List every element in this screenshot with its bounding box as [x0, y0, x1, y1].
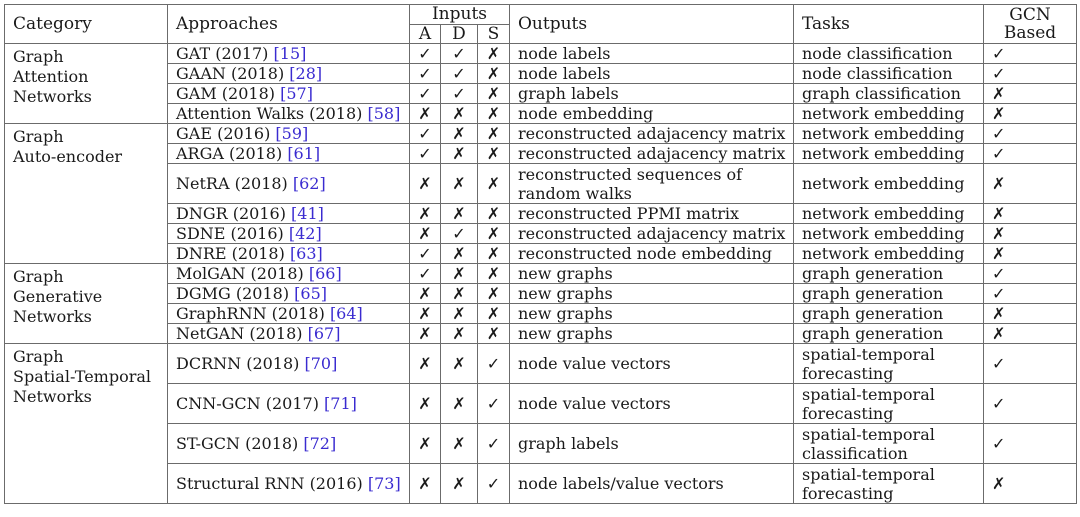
output-cell: node labels/value vectors	[510, 464, 794, 504]
output-cell: node labels	[510, 64, 794, 84]
approach-name: DGMG (2018)	[176, 284, 295, 303]
table-row	[5, 264, 1077, 284]
approach-cell	[168, 204, 410, 224]
table-row	[5, 344, 1077, 384]
header-gcn-line2: Based	[1003, 23, 1057, 43]
approach-cell	[168, 264, 410, 284]
approach-name: GAE (2016)	[176, 124, 276, 143]
citation-link[interactable]: [63]	[289, 244, 323, 263]
approach-name: ARGA (2018)	[176, 144, 288, 163]
task-cell: spatial-temporal classification	[794, 424, 984, 464]
gcn-based-mark: ✓	[984, 384, 1077, 424]
input-d-mark: ✗	[441, 144, 478, 164]
approach-cell	[168, 424, 410, 464]
task-cell: spatial-temporal forecasting	[794, 384, 984, 424]
output-cell: node labels	[510, 44, 794, 64]
comparison-table	[4, 4, 1077, 504]
task-cell: network embedding	[794, 144, 984, 164]
approach-cell	[168, 124, 410, 144]
category-line: Generative	[13, 287, 103, 306]
input-a-mark: ✓	[410, 84, 441, 104]
input-d-mark: ✓	[441, 84, 478, 104]
input-s-mark: ✗	[478, 224, 510, 244]
output-cell: reconstructed adajacency matrix	[510, 144, 794, 164]
category-line: Networks	[13, 387, 92, 406]
input-a-mark: ✗	[410, 424, 441, 464]
output-cell: node value vectors	[510, 384, 794, 424]
task-cell: graph classification	[794, 84, 984, 104]
table-row	[5, 44, 1077, 64]
category-line: Attention	[13, 67, 89, 86]
input-d-mark: ✗	[441, 204, 478, 224]
task-cell: node classification	[794, 64, 984, 84]
gcn-based-mark: ✗	[984, 324, 1077, 344]
input-s-mark: ✗	[478, 204, 510, 224]
gcn-based-mark: ✓	[984, 124, 1077, 144]
approach-cell	[168, 104, 410, 124]
gcn-based-mark: ✓	[984, 44, 1077, 64]
input-s-mark: ✗	[478, 324, 510, 344]
output-cell: new graphs	[510, 284, 794, 304]
approach-cell	[168, 224, 410, 244]
header-approaches: Approaches	[168, 5, 410, 44]
input-s-mark: ✗	[478, 144, 510, 164]
input-s-mark: ✗	[478, 124, 510, 144]
output-cell: new graphs	[510, 324, 794, 344]
category-line: Networks	[13, 87, 92, 106]
approach-cell	[168, 284, 410, 304]
gcn-based-mark: ✗	[984, 304, 1077, 324]
input-a-mark: ✗	[410, 464, 441, 504]
input-d-mark: ✓	[441, 64, 478, 84]
approach-name: GraphRNN (2018)	[176, 304, 330, 323]
approach-name: Attention Walks (2018)	[176, 104, 368, 123]
task-cell: network embedding	[794, 224, 984, 244]
approach-cell	[168, 84, 410, 104]
category-line: Auto-encoder	[13, 147, 123, 166]
input-s-mark: ✓	[478, 384, 510, 424]
citation-link[interactable]: [61]	[287, 144, 321, 163]
approach-cell	[168, 464, 410, 504]
gcn-based-mark: ✗	[984, 244, 1077, 264]
input-a-mark: ✓	[410, 144, 441, 164]
input-s-mark: ✗	[478, 84, 510, 104]
approach-name: DCRNN (2018)	[176, 354, 305, 373]
input-a-mark: ✓	[410, 244, 441, 264]
approach-cell	[168, 144, 410, 164]
output-cell: new graphs	[510, 264, 794, 284]
input-d-mark: ✗	[441, 164, 478, 204]
gcn-based-mark: ✗	[984, 464, 1077, 504]
gcn-based-mark: ✗	[984, 164, 1077, 204]
input-s-mark: ✓	[478, 424, 510, 464]
input-s-mark: ✗	[478, 304, 510, 324]
citation-link[interactable]: [65]	[294, 284, 327, 303]
approach-name: ST-GCN (2018)	[176, 434, 304, 453]
category-line: Networks	[13, 307, 92, 326]
output-cell: reconstructed sequences of random walks	[510, 164, 794, 204]
category-line: Graph	[13, 127, 64, 146]
approach-name: DNRE (2018)	[176, 244, 290, 263]
header-gcn-line1: GCN	[1009, 5, 1051, 25]
category-line: Graph	[13, 347, 64, 366]
category-cell	[5, 344, 168, 504]
gcn-based-mark: ✓	[984, 284, 1077, 304]
header-tasks: Tasks	[794, 5, 984, 44]
task-cell: network embedding	[794, 244, 984, 264]
input-s-mark: ✓	[478, 344, 510, 384]
output-cell: reconstructed adajacency matrix	[510, 224, 794, 244]
citation-link[interactable]: [59]	[275, 124, 309, 143]
citation-link[interactable]: [62]	[292, 174, 326, 193]
approach-cell	[168, 44, 410, 64]
gcn-based-mark: ✗	[984, 224, 1077, 244]
input-s-mark: ✗	[478, 264, 510, 284]
citation-link[interactable]: [57]	[280, 84, 313, 103]
task-cell: graph generation	[794, 304, 984, 324]
category-cell	[5, 264, 168, 344]
citation-link[interactable]: [72]	[303, 434, 337, 453]
citation-link[interactable]: [64]	[329, 304, 363, 323]
task-cell: network embedding	[794, 204, 984, 224]
approach-name: GAAN (2018)	[176, 64, 290, 83]
task-cell: graph generation	[794, 324, 984, 344]
input-a-mark: ✓	[410, 64, 441, 84]
input-s-mark: ✗	[478, 284, 510, 304]
output-cell: graph labels	[510, 424, 794, 464]
input-s-mark: ✗	[478, 104, 510, 124]
header-gcn-based	[984, 5, 1077, 44]
category-line: Graph	[13, 47, 64, 66]
approach-name: CNN-GCN (2017)	[176, 394, 325, 413]
approach-name: NetRA (2018)	[176, 174, 293, 193]
category-cell	[5, 124, 168, 264]
output-cell: node embedding	[510, 104, 794, 124]
gcn-based-mark: ✓	[984, 344, 1077, 384]
comparison-table-container	[4, 4, 1076, 504]
approach-name: NetGAN (2018)	[176, 324, 308, 343]
input-d-mark: ✗	[441, 244, 478, 264]
input-d-mark: ✗	[441, 384, 478, 424]
input-a-mark: ✗	[410, 284, 441, 304]
input-d-mark: ✓	[441, 224, 478, 244]
input-a-mark: ✗	[410, 324, 441, 344]
header-category: Category	[5, 5, 168, 44]
gcn-based-mark: ✓	[984, 64, 1077, 84]
approach-cell	[168, 324, 410, 344]
gcn-based-mark: ✓	[984, 264, 1077, 284]
approach-name: SDNE (2016)	[176, 224, 289, 243]
input-a-mark: ✗	[410, 204, 441, 224]
approach-name: GAM (2018)	[176, 84, 281, 103]
input-s-mark: ✗	[478, 244, 510, 264]
citation-link[interactable]: [15]	[273, 44, 307, 63]
gcn-based-mark: ✗	[984, 204, 1077, 224]
input-d-mark: ✗	[441, 124, 478, 144]
approach-cell	[168, 384, 410, 424]
citation-link[interactable]: [42]	[288, 224, 322, 243]
approach-name: MolGAN (2018)	[176, 264, 309, 283]
category-cell	[5, 44, 168, 124]
input-d-mark: ✗	[441, 464, 478, 504]
task-cell: spatial-temporal forecasting	[794, 344, 984, 384]
gcn-based-mark: ✗	[984, 84, 1077, 104]
citation-link[interactable]: [71]	[324, 394, 357, 413]
output-cell: reconstructed node embedding	[510, 244, 794, 264]
input-a-mark: ✓	[410, 124, 441, 144]
citation-link[interactable]: [41]	[291, 204, 324, 223]
task-cell: spatial-temporal forecasting	[794, 464, 984, 504]
input-d-mark: ✗	[441, 324, 478, 344]
input-d-mark: ✗	[441, 104, 478, 124]
output-cell: reconstructed adajacency matrix	[510, 124, 794, 144]
category-line: Spatial-Temporal	[13, 367, 152, 386]
task-cell: network embedding	[794, 164, 984, 204]
table-header	[5, 5, 1077, 44]
citation-link[interactable]: [58]	[367, 104, 401, 123]
category-line: Graph	[13, 267, 64, 286]
header-outputs: Outputs	[510, 5, 794, 44]
task-cell: graph generation	[794, 284, 984, 304]
input-d-mark: ✗	[441, 264, 478, 284]
input-a-mark: ✗	[410, 384, 441, 424]
input-a-mark: ✗	[410, 104, 441, 124]
task-cell: network embedding	[794, 104, 984, 124]
input-d-mark: ✗	[441, 424, 478, 464]
citation-link[interactable]: [28]	[289, 64, 323, 83]
input-a-mark: ✗	[410, 304, 441, 324]
approach-cell	[168, 164, 410, 204]
output-cell: reconstructed PPMI matrix	[510, 204, 794, 224]
gcn-based-mark: ✗	[984, 104, 1077, 124]
approach-cell	[168, 344, 410, 384]
approach-cell	[168, 244, 410, 264]
citation-link[interactable]: [66]	[308, 264, 342, 283]
approach-name: Structural RNN (2016)	[176, 474, 368, 493]
gcn-based-mark: ✓	[984, 424, 1077, 464]
task-cell: network embedding	[794, 124, 984, 144]
approach-cell	[168, 64, 410, 84]
input-d-mark: ✗	[441, 284, 478, 304]
output-cell: node value vectors	[510, 344, 794, 384]
task-cell: node classification	[794, 44, 984, 64]
header-input-a: A	[410, 25, 441, 44]
header-input-d: D	[441, 25, 478, 44]
header-inputs: Inputs	[410, 5, 510, 25]
table-row	[5, 124, 1077, 144]
input-a-mark: ✓	[410, 264, 441, 284]
input-d-mark: ✗	[441, 304, 478, 324]
table-body	[5, 44, 1077, 504]
approach-name: GAT (2017)	[176, 44, 274, 63]
input-d-mark: ✗	[441, 344, 478, 384]
input-s-mark: ✗	[478, 164, 510, 204]
citation-link[interactable]: [67]	[307, 324, 341, 343]
input-a-mark: ✗	[410, 344, 441, 384]
output-cell: graph labels	[510, 84, 794, 104]
input-s-mark: ✓	[478, 464, 510, 504]
input-s-mark: ✗	[478, 44, 510, 64]
input-a-mark: ✗	[410, 224, 441, 244]
approach-name: DNGR (2016)	[176, 204, 292, 223]
header-input-s: S	[478, 25, 510, 44]
input-d-mark: ✓	[441, 44, 478, 64]
input-s-mark: ✗	[478, 64, 510, 84]
citation-link[interactable]: [73]	[367, 474, 401, 493]
citation-link[interactable]: [70]	[304, 354, 338, 373]
output-cell: new graphs	[510, 304, 794, 324]
approach-cell	[168, 304, 410, 324]
input-a-mark: ✓	[410, 44, 441, 64]
input-a-mark: ✗	[410, 164, 441, 204]
gcn-based-mark: ✓	[984, 144, 1077, 164]
task-cell: graph generation	[794, 264, 984, 284]
